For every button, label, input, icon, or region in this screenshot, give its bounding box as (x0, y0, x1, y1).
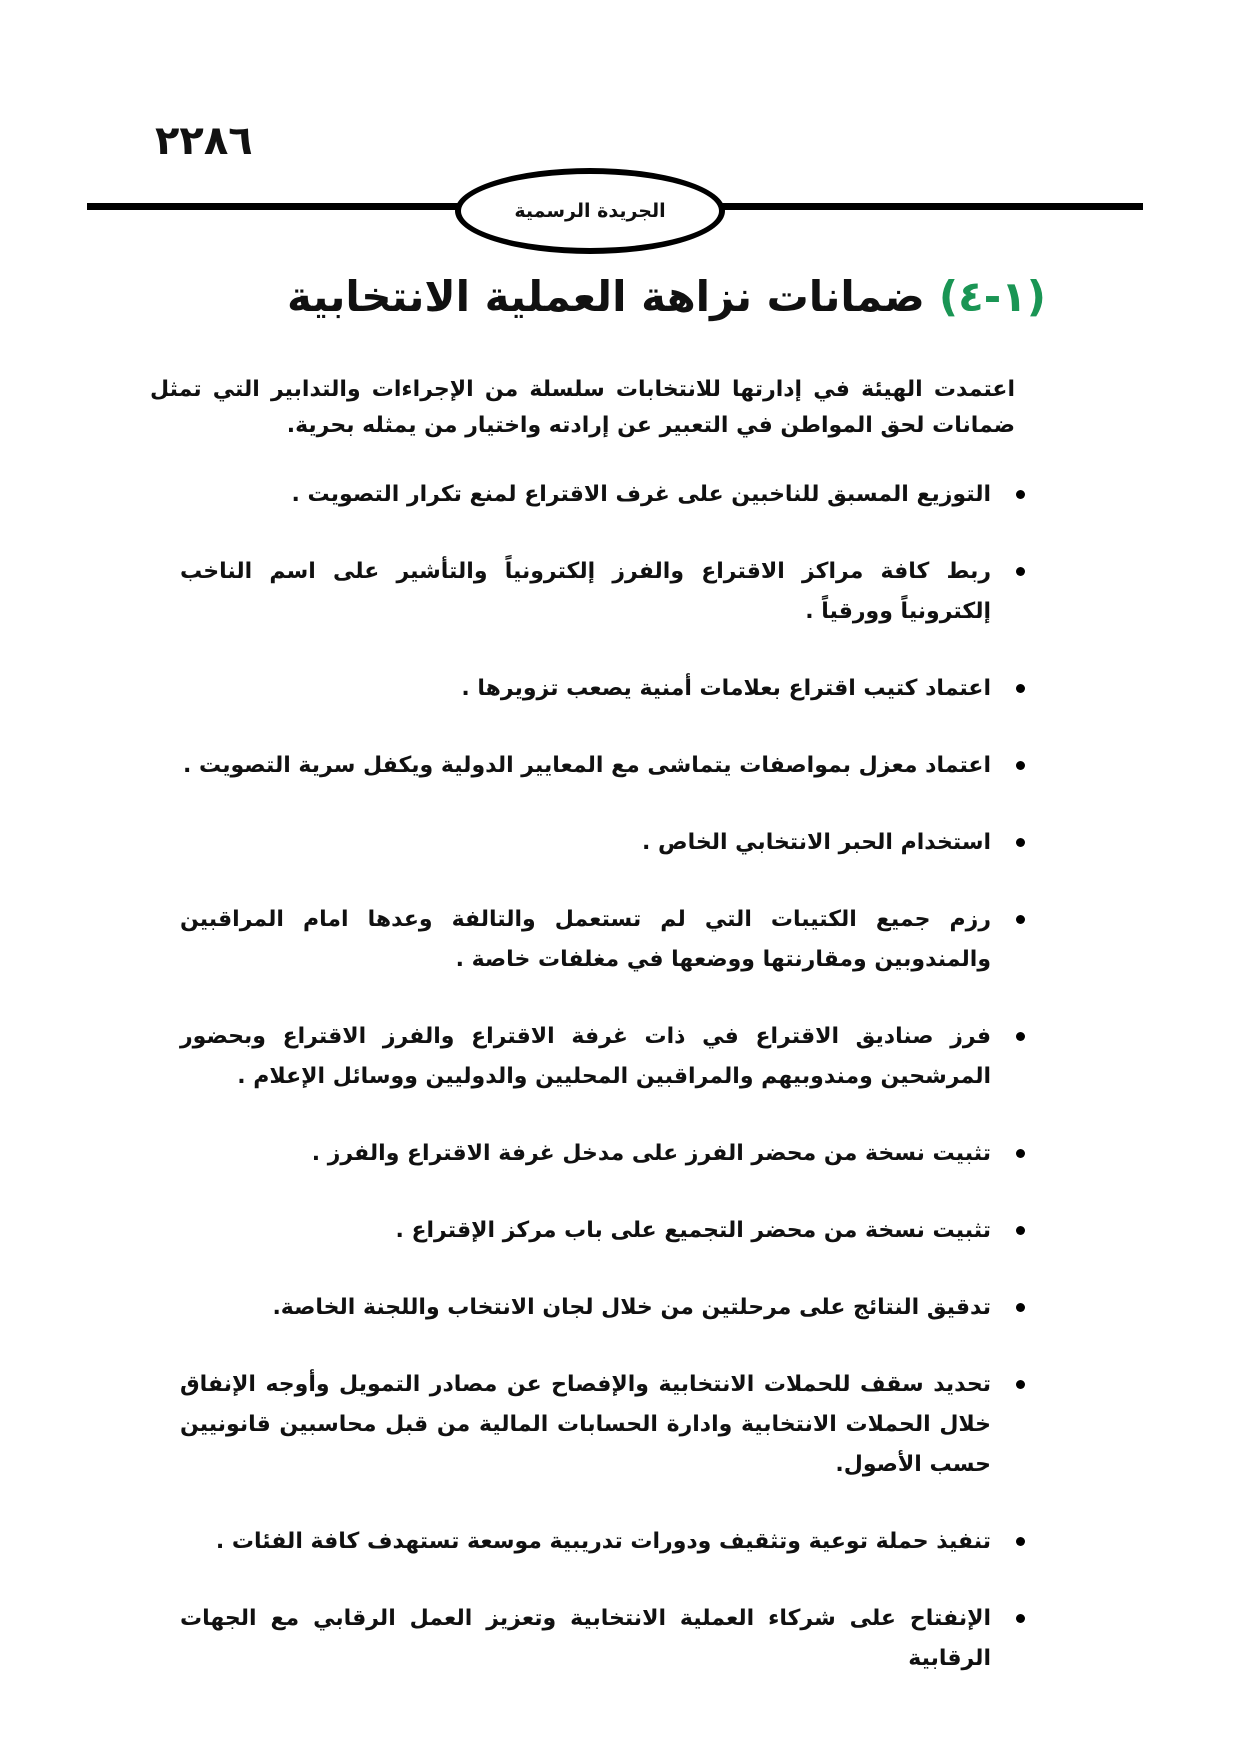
list-item-text: ربط كافة مراكز الاقتراع والفرز إلكترونياً والتأشير على اسم الناخب إلكترونياً وورقياً . (180, 559, 991, 624)
list-item (180, 1211, 991, 1251)
header-oval (455, 168, 725, 254)
list-item (180, 746, 991, 786)
list-item (180, 1365, 991, 1485)
list-item (180, 1134, 991, 1174)
bullet-icon (1016, 761, 1025, 770)
bullet-icon (1016, 1032, 1025, 1041)
list-item (180, 1599, 991, 1679)
guarantees-list (180, 475, 991, 1716)
bullet-icon (1016, 915, 1025, 924)
bullet-icon (1016, 490, 1025, 499)
bullet-icon (1016, 1303, 1025, 1312)
list-item (180, 669, 991, 709)
list-item-text: تثبيت نسخة من محضر التجميع على باب مركز الإقتراع . (395, 1218, 991, 1243)
list-item-text: استخدام الحبر الانتخابي الخاص . (641, 830, 991, 855)
list-item-text: اعتماد معزل بمواصفات يتماشى مع المعايير الدولية ويكفل سرية التصويت . (182, 753, 991, 778)
list-item (180, 900, 991, 980)
list-item-text: تنفيذ حملة توعية وتثقيف ودورات تدريبية موسعة تستهدف كافة الفئات . (215, 1529, 991, 1554)
list-item-text: التوزيع المسبق للناخبين على غرف الاقتراع لمنع تكرار التصويت . (291, 482, 991, 507)
page-number: ٢٢٨٦ (155, 118, 253, 164)
intro-paragraph: اعتمدت الهيئة في إدارتها للانتخابات سلسلة من الإجراءات والتدابير التي تمثل ضمانات لحق المواطن في التعبير عن إرادته واختيار من يمثله بحرية. (150, 377, 1015, 438)
list-item-text: رزم جميع الكتيبات التي لم تستعمل والتالفة وعدها امام المراقبين والمندوبين ومقارنتها ووضعها في مغلفات خاصة . (180, 907, 991, 972)
bullet-icon (1016, 1537, 1025, 1546)
list-item-text: تثبيت نسخة من محضر الفرز على مدخل غرفة الاقتراع والفرز . (311, 1141, 991, 1166)
bullet-icon (1016, 1380, 1025, 1389)
list-item-text: اعتماد كتيب اقتراع بعلامات أمنية يصعب تزويرها . (461, 676, 991, 701)
list-item-text: الإنفتاح على شركاء العملية الانتخابية وتعزيز العمل الرقابي مع الجهات الرقابية (180, 1606, 991, 1671)
gazette-label: الجريدة الرسمية (514, 200, 666, 222)
list-item-text: تحديد سقف للحملات الانتخابية والإفصاح عن مصادر التمويل وأوجه الإنفاق خلال الحملات الانتخابية وادارة الحسابات المالية من قبل محاسبين قانونيين حسب الأصول. (180, 1372, 991, 1477)
section-heading (287, 272, 1046, 321)
list-item (180, 1522, 991, 1562)
section-number: (١-٤) (938, 272, 1046, 321)
bullet-icon (1016, 1614, 1025, 1623)
list-item (180, 823, 991, 863)
list-item-text: فرز صناديق الاقتراع في ذات غرفة الاقتراع والفرز الاقتراع وبحضور المرشحين ومندوبيهم والمراقبين المحليين والدوليين ووسائل الإعلام . (180, 1024, 991, 1089)
list-item (180, 552, 991, 632)
list-item (180, 1017, 991, 1097)
section-title: ضمانات نزاهة العملية الانتخابية (287, 272, 925, 321)
bullet-icon (1016, 1149, 1025, 1158)
bullet-icon (1016, 838, 1025, 847)
bullet-icon (1016, 684, 1025, 693)
list-item-text: تدقيق النتائج على مرحلتين من خلال لجان الانتخاب واللجنة الخاصة. (272, 1295, 991, 1320)
bullet-icon (1016, 567, 1025, 576)
bullet-icon (1016, 1226, 1025, 1235)
list-item (180, 475, 991, 515)
list-item (180, 1288, 991, 1328)
